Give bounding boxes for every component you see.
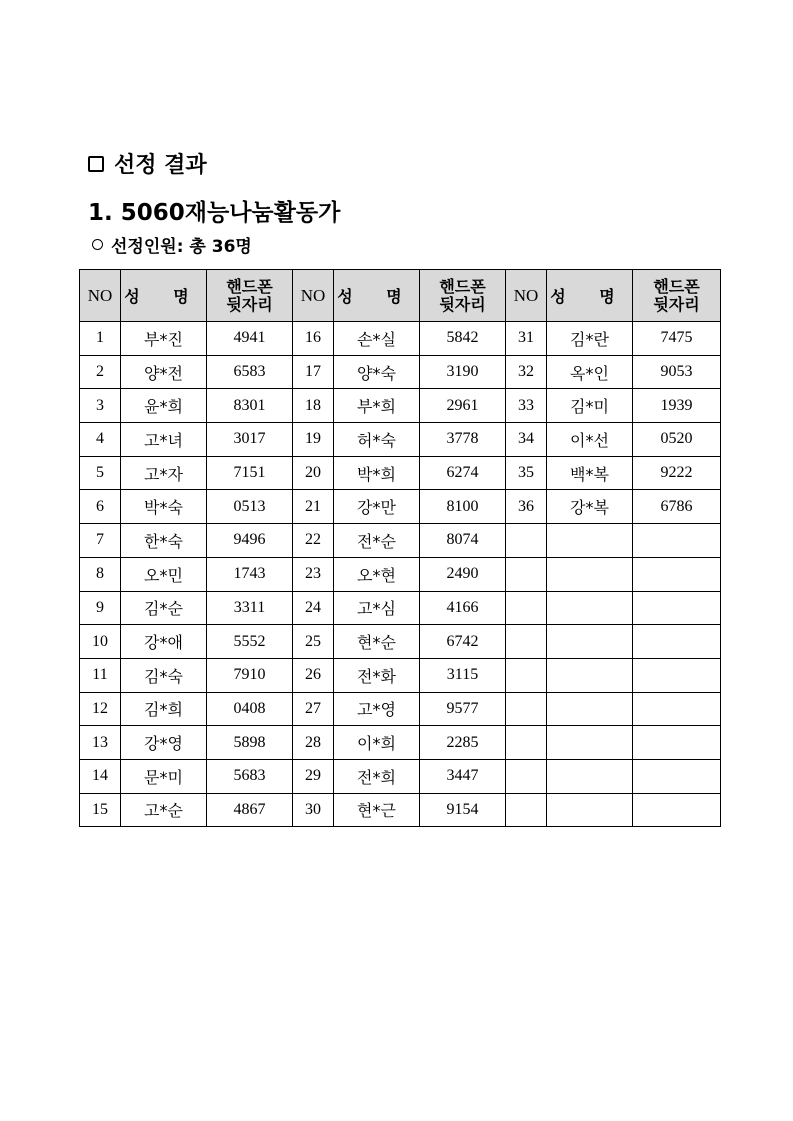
header-no: NO — [506, 270, 547, 322]
cell-no: 21 — [293, 490, 334, 524]
cell-name: 강*애 — [121, 625, 207, 659]
cell-phone — [633, 692, 721, 726]
cell-name — [547, 658, 633, 692]
cell-no: 20 — [293, 456, 334, 490]
table-row — [80, 692, 721, 726]
cell-phone: 2961 — [420, 389, 506, 423]
header-phone — [633, 270, 721, 322]
cell-no: 16 — [293, 322, 334, 356]
cell-phone: 0513 — [207, 490, 293, 524]
cell-name — [547, 726, 633, 760]
cell-name: 문*미 — [121, 759, 207, 793]
cell-no: 25 — [293, 625, 334, 659]
cell-phone: 9496 — [207, 524, 293, 558]
cell-phone: 0408 — [207, 692, 293, 726]
cell-no: 24 — [293, 591, 334, 625]
cell-name: 윤*희 — [121, 389, 207, 423]
header-name: 성 명 — [547, 270, 633, 322]
cell-name: 양*숙 — [334, 355, 420, 389]
program-title: 1. 5060재능나눔활동가 — [88, 200, 341, 226]
cell-name: 강*만 — [334, 490, 420, 524]
cell-name: 전*순 — [334, 524, 420, 558]
cell-name — [547, 759, 633, 793]
cell-phone: 5898 — [207, 726, 293, 760]
cell-no: 15 — [80, 793, 121, 827]
cell-phone: 3017 — [207, 423, 293, 457]
cell-no: 23 — [293, 557, 334, 591]
cell-no — [506, 524, 547, 558]
cell-name: 이*희 — [334, 726, 420, 760]
cell-phone: 6274 — [420, 456, 506, 490]
cell-no: 28 — [293, 726, 334, 760]
cell-phone: 1939 — [633, 389, 721, 423]
cell-name: 박*숙 — [121, 490, 207, 524]
cell-no: 17 — [293, 355, 334, 389]
cell-name: 현*순 — [334, 625, 420, 659]
cell-phone — [633, 759, 721, 793]
table-row — [80, 557, 721, 591]
cell-no: 14 — [80, 759, 121, 793]
header-phone-line2: 뒷자리 — [226, 294, 273, 314]
cell-phone: 3311 — [207, 591, 293, 625]
cell-phone: 8074 — [420, 524, 506, 558]
table-row — [80, 389, 721, 423]
cell-name: 부*희 — [334, 389, 420, 423]
cell-no: 36 — [506, 490, 547, 524]
cell-no: 22 — [293, 524, 334, 558]
cell-phone — [633, 524, 721, 558]
cell-no: 2 — [80, 355, 121, 389]
cell-name: 현*근 — [334, 793, 420, 827]
cell-no: 30 — [293, 793, 334, 827]
cell-name: 고*자 — [121, 456, 207, 490]
cell-phone: 3115 — [420, 658, 506, 692]
cell-name: 한*숙 — [121, 524, 207, 558]
cell-phone — [633, 793, 721, 827]
cell-name: 오*민 — [121, 557, 207, 591]
cell-no: 11 — [80, 658, 121, 692]
cell-phone: 4867 — [207, 793, 293, 827]
header-phone — [420, 270, 506, 322]
table-body — [80, 322, 721, 827]
cell-phone: 9577 — [420, 692, 506, 726]
cell-phone: 6786 — [633, 490, 721, 524]
table-row — [80, 591, 721, 625]
table-row — [80, 423, 721, 457]
header-name: 성 명 — [121, 270, 207, 322]
cell-name — [547, 692, 633, 726]
results-table — [79, 269, 721, 827]
table-row — [80, 322, 721, 356]
cell-no: 31 — [506, 322, 547, 356]
cell-name: 고*심 — [334, 591, 420, 625]
cell-no: 27 — [293, 692, 334, 726]
cell-phone: 3190 — [420, 355, 506, 389]
cell-phone: 6583 — [207, 355, 293, 389]
checkbox-icon — [88, 156, 104, 172]
cell-no: 13 — [80, 726, 121, 760]
header-phone — [207, 270, 293, 322]
cell-phone: 3447 — [420, 759, 506, 793]
cell-phone: 2285 — [420, 726, 506, 760]
cell-name: 김*숙 — [121, 658, 207, 692]
table-row — [80, 456, 721, 490]
cell-no: 19 — [293, 423, 334, 457]
table-row — [80, 793, 721, 827]
cell-phone: 5683 — [207, 759, 293, 793]
cell-no: 8 — [80, 557, 121, 591]
cell-name: 허*숙 — [334, 423, 420, 457]
cell-phone — [633, 726, 721, 760]
cell-no: 35 — [506, 456, 547, 490]
table-header-row — [80, 270, 721, 322]
cell-name — [547, 524, 633, 558]
cell-name: 고*녀 — [121, 423, 207, 457]
cell-phone — [633, 625, 721, 659]
cell-no: 32 — [506, 355, 547, 389]
table-row — [80, 726, 721, 760]
cell-name — [547, 625, 633, 659]
cell-no: 33 — [506, 389, 547, 423]
cell-no — [506, 591, 547, 625]
cell-phone: 2490 — [420, 557, 506, 591]
cell-name: 옥*인 — [547, 355, 633, 389]
cell-name: 전*희 — [334, 759, 420, 793]
cell-phone: 5552 — [207, 625, 293, 659]
cell-name — [547, 557, 633, 591]
header-phone-line1: 핸드폰 — [226, 276, 273, 296]
cell-phone: 1743 — [207, 557, 293, 591]
cell-phone: 9154 — [420, 793, 506, 827]
table-row — [80, 355, 721, 389]
cell-phone: 9222 — [633, 456, 721, 490]
cell-name: 전*화 — [334, 658, 420, 692]
header-no: NO — [293, 270, 334, 322]
cell-no — [506, 557, 547, 591]
cell-no: 29 — [293, 759, 334, 793]
section-heading — [88, 148, 207, 179]
cell-phone: 3778 — [420, 423, 506, 457]
header-name: 성 명 — [334, 270, 420, 322]
cell-no: 6 — [80, 490, 121, 524]
cell-no: 34 — [506, 423, 547, 457]
cell-phone: 8301 — [207, 389, 293, 423]
selection-summary: 선정인원: 총 36명 — [111, 237, 252, 257]
cell-name — [547, 591, 633, 625]
cell-no: 5 — [80, 456, 121, 490]
cell-no — [506, 658, 547, 692]
cell-no — [506, 793, 547, 827]
cell-no: 1 — [80, 322, 121, 356]
cell-no — [506, 625, 547, 659]
cell-name: 박*희 — [334, 456, 420, 490]
cell-no: 7 — [80, 524, 121, 558]
table-row — [80, 625, 721, 659]
cell-no: 3 — [80, 389, 121, 423]
cell-name: 강*복 — [547, 490, 633, 524]
cell-no: 12 — [80, 692, 121, 726]
circle-bullet-icon — [92, 239, 103, 250]
cell-name: 김*미 — [547, 389, 633, 423]
cell-no: 4 — [80, 423, 121, 457]
section-title: 선정 결과 — [114, 153, 207, 178]
cell-phone: 0520 — [633, 423, 721, 457]
table-row — [80, 658, 721, 692]
cell-name: 손*실 — [334, 322, 420, 356]
cell-no — [506, 726, 547, 760]
header-phone-line1: 핸드폰 — [653, 276, 700, 296]
cell-no — [506, 692, 547, 726]
cell-phone — [633, 658, 721, 692]
cell-name: 백*복 — [547, 456, 633, 490]
cell-no: 18 — [293, 389, 334, 423]
cell-name: 김*순 — [121, 591, 207, 625]
cell-name: 고*영 — [334, 692, 420, 726]
header-phone-line1: 핸드폰 — [439, 276, 486, 296]
cell-name: 이*선 — [547, 423, 633, 457]
cell-phone — [633, 557, 721, 591]
header-phone-line2: 뒷자리 — [439, 294, 486, 314]
table-row — [80, 524, 721, 558]
cell-name — [547, 793, 633, 827]
cell-name: 고*순 — [121, 793, 207, 827]
cell-phone: 4941 — [207, 322, 293, 356]
cell-no: 10 — [80, 625, 121, 659]
cell-no: 9 — [80, 591, 121, 625]
cell-phone — [633, 591, 721, 625]
header-no: NO — [80, 270, 121, 322]
cell-phone: 8100 — [420, 490, 506, 524]
cell-name: 양*전 — [121, 355, 207, 389]
header-phone-line2: 뒷자리 — [653, 294, 700, 314]
cell-name: 강*영 — [121, 726, 207, 760]
selection-summary-line — [92, 232, 252, 257]
table-row — [80, 490, 721, 524]
cell-name: 오*현 — [334, 557, 420, 591]
cell-phone: 5842 — [420, 322, 506, 356]
cell-no — [506, 759, 547, 793]
cell-phone: 7475 — [633, 322, 721, 356]
cell-phone: 6742 — [420, 625, 506, 659]
cell-no: 26 — [293, 658, 334, 692]
cell-phone: 4166 — [420, 591, 506, 625]
cell-name: 부*진 — [121, 322, 207, 356]
table-row — [80, 759, 721, 793]
cell-phone: 7151 — [207, 456, 293, 490]
cell-phone: 9053 — [633, 355, 721, 389]
cell-phone: 7910 — [207, 658, 293, 692]
cell-name: 김*희 — [121, 692, 207, 726]
cell-name: 김*란 — [547, 322, 633, 356]
